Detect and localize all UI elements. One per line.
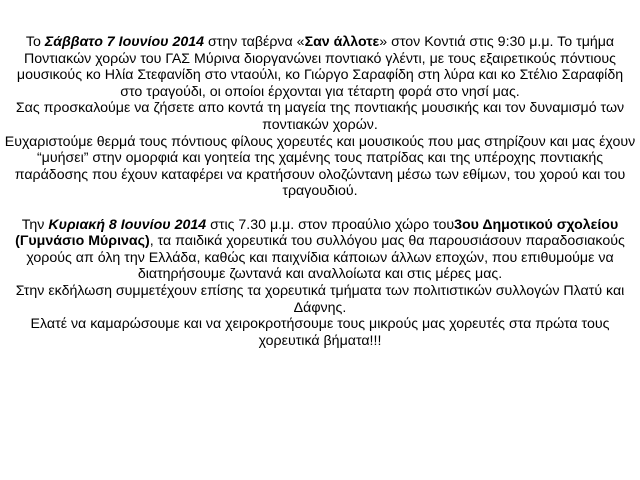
sunday-venue-prefix: στις 7.30 μ.μ. στον προαύλιο χώρο του: [206, 216, 455, 233]
announcement-document: [4, 34, 636, 349]
saturday-venue-name: Σαν άλλοτε: [304, 34, 380, 50]
sunday-venue-name: 3ου Δημοτικού σχολείου (Γυμνάσιο Μύρινας): [15, 216, 619, 250]
saturday-event-paragraph: [4, 34, 636, 100]
thanks-paragraph: Ευχαριστούμε θερμά τους πόντιους φίλους χορευτές και μουσικούς που μας στηρίζουν και μας έχουν “μυήσει” στην ομορφιά και γοητεία της χαμένης τους πατρίδας και της υπέροχης ποντιακής παράδοσης που έχουν καταφέρει να κρατήσουν ολοζώντανη μέσω των εθίμων, του χορού και του τραγουδιού.: [4, 133, 636, 200]
closing-paragraph: Ελατέ να καμαρώσουμε και να χειροκροτήσουμε τους μικρούς μας χορευτές στα πρώτα τους χορευτικά βήματα!!!: [30, 316, 610, 349]
saturday-event-details: » στον Κοντιά στις 9:30 μ.μ. Το τμήμα Ποντιακών χορών του ΓΑΣ Μύρινα διοργανώνει ποντιακό γλέντι, με τους εξαιρετικούς πόντιους μουσικούς κο Ηλία Στεφανίδη στο νταούλι, κο Γιώργο Σαραφίδη στη λύρα και κο Στέλιο Σαραφίδη στο τραγούδι, οι οποίοι έρχονται για τέταρτη φορά στο νησί μας.: [16, 34, 624, 100]
sunday-intro-text: Την: [21, 216, 49, 233]
sunday-date: Κυριακή 8 Ιουνίου 2014: [48, 216, 207, 233]
saturday-date: Σάββατο 7 Ιουνίου 2014: [44, 34, 205, 50]
participants-paragraph: Στην εκδήλωση συμμετέχουν επίσης τα χορευτικά τμήματα των πολιτιστικών συλλογών Πλατύ και Δάφνης.: [15, 282, 625, 316]
saturday-intro-text: Το: [25, 34, 45, 50]
invitation-paragraph: Σας προσκαλούμε να ζήσετε απο κοντά τη μαγεία της ποντιακής μουσικής και τον δυναμισμό των ποντιακών χορών.: [15, 100, 625, 133]
paragraph-spacer: [4, 200, 636, 217]
sunday-event-paragraph: [4, 217, 636, 283]
saturday-venue-prefix: στην ταβέρνα «: [204, 34, 305, 50]
sunday-event-details: , τα παιδικά χορευτικά του συλλόγου μας θα παρουσιάσουν παραδοσιακούς χορούς απ όλη την Ελλάδα, καθώς και παιχνίδια κάποιων άλλων εποχών, που επιθυμούμε να διατηρήσουμε ζωντανά και αναλλοίωτα και στις μέρες μας.: [26, 233, 625, 283]
